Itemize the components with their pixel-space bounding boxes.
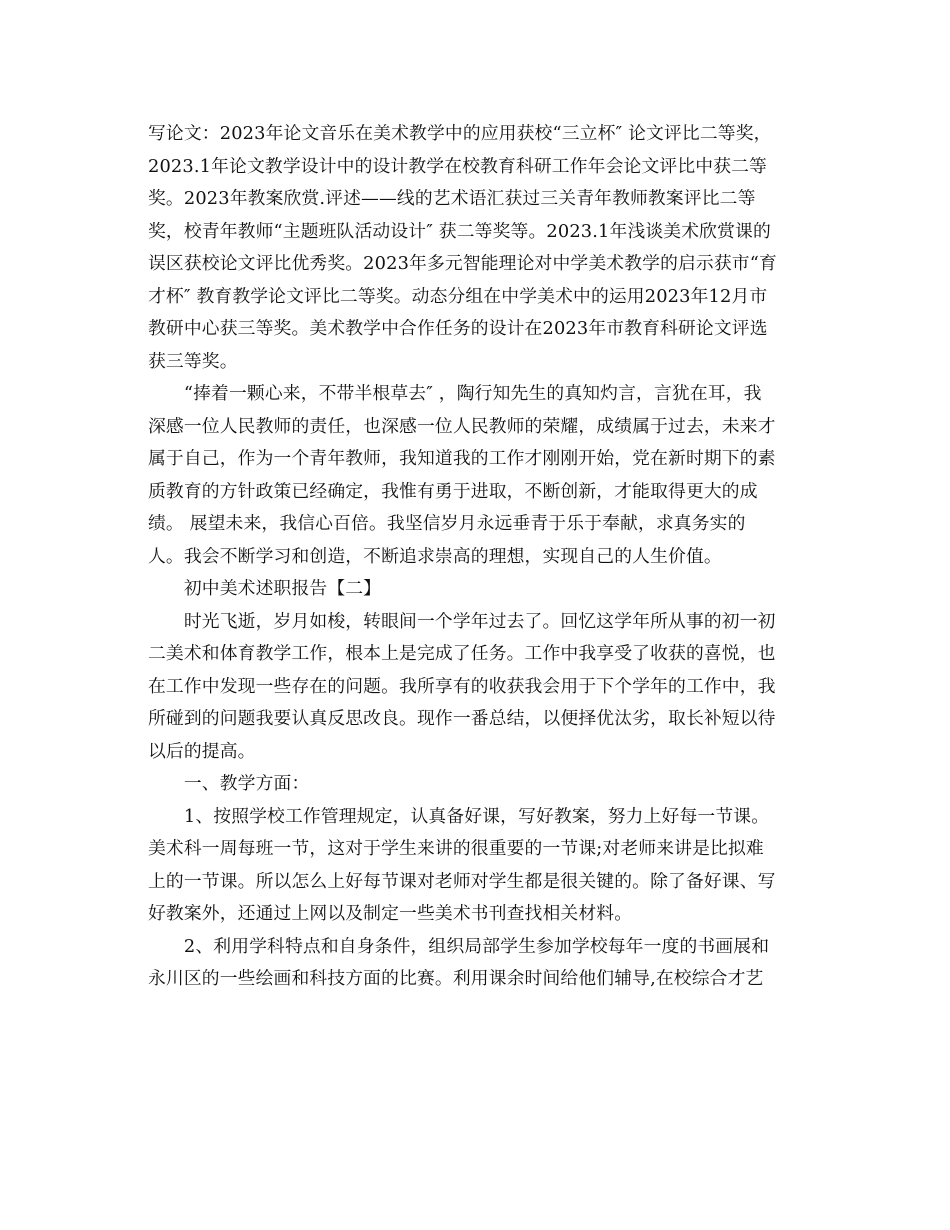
text-line: 教研中心获三等奖。美术教学中合作任务的设计在2023年市教育科研论文评选	[148, 318, 768, 339]
text-line: 上的一节课。所以怎么上好每节课对老师对学生都是很关键的。除了备好课、写	[148, 870, 776, 892]
text-line: 美术科一周每班一节，这对于学生来讲的很重要的一节课;对老师来讲是比拟难	[148, 838, 764, 859]
text-line: 永川区的一些绘画和科技方面的比赛。利用课余时间给他们辅导,在校综合才艺	[148, 968, 764, 989]
text-line: 在工作中发现一些存在的问题。我所享有的收获我会用于下个学年的工作中，我	[148, 675, 776, 697]
subsection-heading: 一、教学方面：	[148, 773, 310, 794]
text-line: 人。我会不断学习和创造，不断追求崇高的理想，实现自己的人生价值。	[148, 545, 722, 567]
text-line: 获三等奖。	[148, 350, 238, 372]
text-line: 时光飞逝，岁月如梭，转眼间一个学年过去了。回忆这学年所从事的初一初	[148, 610, 776, 632]
text-line: “捧着一颗心来，不带半根草去″ ，陶行知先生的真知灼言，言犹在耳，我	[148, 383, 762, 404]
text-line: 2023.1年论文教学设计中的设计教学在校教育科研工作年会论文评比中获二等	[148, 155, 767, 177]
text-line: 奖，校青年教师“主题班队活动设计″ 获二等奖等。2023.1年浅谈美术欣赏课的	[148, 220, 771, 242]
text-line: 绩。 展望未来，我信心百倍。我坚信岁月永远垂青于乐于奉献，求真务实的	[148, 513, 746, 534]
text-line: 1、按照学校工作管理规定，认真备好课，写好教案，努力上好每一节课。	[148, 805, 770, 827]
document-body	[148, 118, 808, 996]
text-line: 深感一位人民教师的责任，也深感一位人民教师的荣耀，成绩属于过去，未来才	[148, 415, 776, 437]
text-line: 写论文：2023年论文音乐在美术教学中的应用获校“三立杯″ 论文评比二等奖，	[148, 123, 772, 144]
text-line: 以后的提高。	[148, 740, 256, 762]
text-line: 奖。2023年教案欣赏.评述——线的艺术语汇获过三关青年教师教案评比二等	[148, 188, 756, 209]
text-line: 质教育的方针政策已经确定，我惟有勇于进取，不断创新，才能取得更大的成	[148, 480, 758, 502]
text-line: 属于自己，作为一个青年教师，我知道我的工作才刚刚开始，党在新时期下的素	[148, 448, 776, 469]
section-heading: 初中美术述职报告【二】	[148, 578, 382, 599]
text-line: 误区获校论文评比优秀奖。2023年多元智能理论对中学美术教学的启示获市“育	[148, 253, 777, 274]
text-line: 2、利用学科特点和自身条件，组织局部学生参加学校每年一度的书画展和	[148, 935, 770, 957]
text-line: 好教案外，还通过上网以及制定一些美术书刊查找相关材料。	[148, 903, 633, 924]
text-line: 二美术和体育教学工作，根本上是完成了任务。工作中我享受了收获的喜悦，也	[148, 643, 776, 664]
text-line: 才杯″ 教育教学论文评比二等奖。动态分组在中学美术中的运用2023年12月市	[148, 285, 768, 307]
text-line: 所碰到的问题我要认真反思改良。现作一番总结，以便择优汰劣，取长补短以待	[148, 708, 776, 729]
